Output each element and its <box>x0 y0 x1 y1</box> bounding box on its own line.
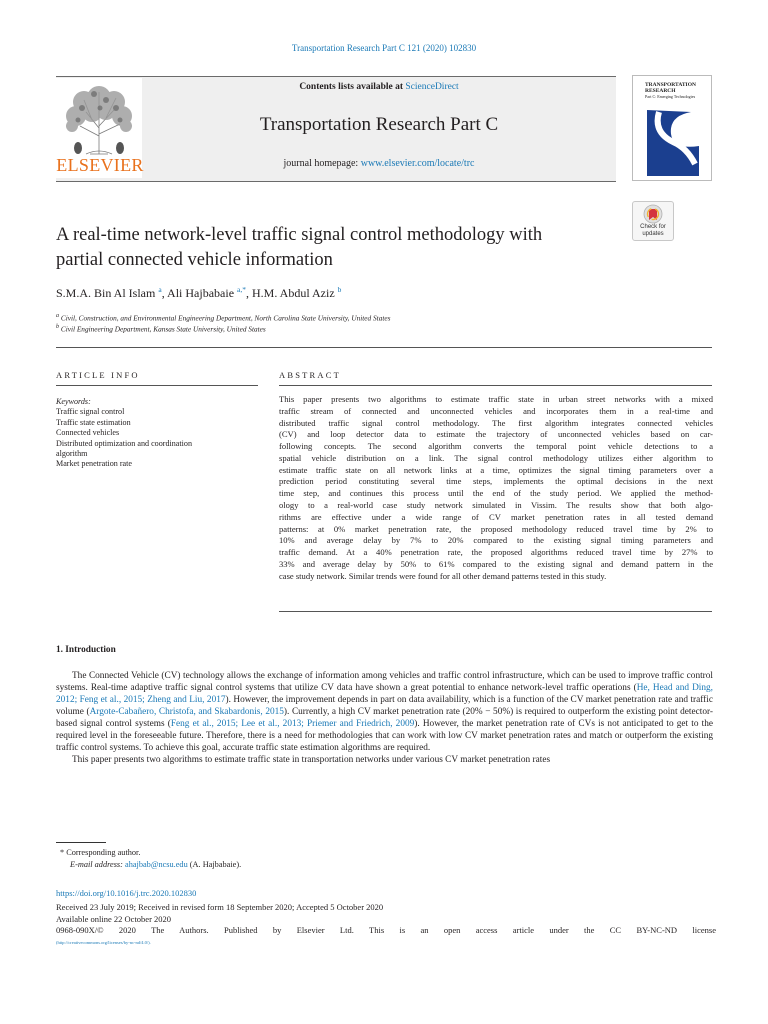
footnote: * Corresponding author. E-mail address: ahajbab@ncsu.edu (A. Hajbabaie). <box>60 848 242 869</box>
abstract-text <box>279 394 713 583</box>
abstract-line: ology to a real-world case study network simulated in Vissim. The results show that both algo- <box>279 500 713 511</box>
homepage-link[interactable]: www.elsevier.com/locate/trc <box>360 158 475 169</box>
keyword-item: algorithm <box>56 449 88 459</box>
available-date: Available online 22 October 2020 <box>56 913 172 924</box>
article-info-divider <box>56 385 258 386</box>
paper-title-line2: partial connected vehicle information <box>56 250 333 270</box>
sciencedirect-link[interactable]: ScienceDirect <box>405 82 459 92</box>
affiliation-a: $^a$ Civil, Construction, and Environmental Engineering Department, North Carolina State University, United States <box>56 313 391 323</box>
introduction-heading: 1. Introduction <box>56 645 116 655</box>
elsevier-wordmark: ELSEVIER <box>56 155 144 175</box>
cover-subtitle: Part C: Emerging Technologies <box>645 94 696 99</box>
journal-cover-image[interactable] <box>632 75 712 181</box>
abstract-line: rithms are effective under a wide range of CV market penetration rates in all tested demand <box>279 511 713 522</box>
journal-reference-link[interactable]: Transportation Research Part C 121 (2020) 102830 <box>291 43 477 53</box>
abstract-line: patterns: at 0% market penetration rate, the proposed methodology reduced travel time by 2% to <box>279 523 713 534</box>
citation-link[interactable]: Feng et al., 2015; Lee et al., 2013; Priemer and Friedrich, 2009 <box>170 719 415 730</box>
homepage-prefix: journal homepage: <box>283 158 361 169</box>
email-label: E-mail address: <box>70 859 123 869</box>
author-list: S.M.A. Bin Al Islam $^a$, Ali Hajbabaie $^{a,*}$, H.M. Abdul Aziz $^b$ <box>56 285 342 300</box>
abstract-line: traffic stream of connected and unconnected vehicles and incorporates them in a real-time and <box>279 405 713 416</box>
section-divider <box>56 347 712 348</box>
publication-history <box>56 902 716 937</box>
abstract-line: (CV) and loop detector data to estimate the trajectory of unconnected vehicles based on car- <box>279 429 713 440</box>
check-for-updates-button[interactable] <box>632 201 674 241</box>
abstract-line: 33% and average delay by 50% to 61% compared to the existing signal and demand pattern in the <box>279 558 713 569</box>
author-name: H.M. Abdul Aziz <box>252 286 335 300</box>
author-name: S.M.A. Bin Al Islam <box>56 286 156 300</box>
received-dates: Received 23 July 2019; Received in revised form 18 September 2020; Accepted 5 October 2020 <box>56 902 384 912</box>
check-updates-label: Check for updates <box>640 224 666 237</box>
keyword-item: Market penetration rate <box>56 459 132 469</box>
abstract-line: This paper presents two algorithms to estimate traffic state in urban street networks with a mixed <box>279 394 713 404</box>
cover-title-line2: RESEARCH <box>645 88 676 94</box>
abstract-bottom-divider <box>279 611 712 612</box>
author-affiliation-link[interactable]: b <box>337 285 342 294</box>
paper-title-line1: A real-time network-level traffic signal control methodology with <box>56 225 543 245</box>
abstract-line: time step, and continues this process until the end of the study period. We applied the method- <box>279 488 713 499</box>
check-updates-icon <box>633 203 673 225</box>
introduction-body <box>56 670 713 766</box>
elsevier-tree-icon <box>56 78 142 156</box>
affiliation-b: $^b$ Civil Engineering Department, Kansas State University, United States <box>56 324 266 334</box>
abstract-line: case study network. Similar trends were found for all other demand patterns tested in this study. <box>279 570 607 581</box>
journal-homepage <box>142 158 616 169</box>
contents-prefix: Contents lists available at <box>299 82 406 92</box>
license-statement: 0968-090X/© 2020 The Authors. Published by Elsevier Ltd. This is an open access article under the CC BY-NC-ND license <box>56 925 716 935</box>
abstract-line: traffic demand. At a 40% penetration rate, the proposed algorithms reduced travel time by 27% to <box>279 547 713 558</box>
email-link[interactable]: ahajbab@ncsu.edu <box>125 859 188 869</box>
citation-link[interactable]: He, Head and Ding, 2012; Feng et al., 2015; Zheng and Liu, 2017 <box>56 683 714 706</box>
abstract-line: following concepts. The second algorithm converts the temporal point vehicle detections to a <box>279 441 713 452</box>
abstract-line: prediction period constituting several time steps, implements the optimal decisions in the next <box>279 476 713 487</box>
author-name: Ali Hajbabaie <box>167 286 235 300</box>
citation-link[interactable]: Argote-Cabañero, Christofa, and Skabardonis, 2015 <box>89 707 284 718</box>
doi-link[interactable]: https://doi.org/10.1016/j.trc.2020.102830 <box>56 888 197 898</box>
paper-title <box>56 223 626 273</box>
keywords-list <box>56 397 261 470</box>
contents-availability <box>142 82 616 92</box>
abstract-line: distributed traffic signal control methodology. The first algorithm integrates connected vehicles <box>279 417 713 428</box>
keyword-item: Distributed optimization and coordination <box>56 438 192 448</box>
abstract-line: estimate traffic state on all network links at a time, optimizes the signal timing parameters over a <box>279 464 713 475</box>
keywords-label: Keywords: <box>56 397 91 406</box>
cover-title-line1: TRANSPORTATION <box>645 82 696 88</box>
keyword-item: Connected vehicles <box>56 428 120 438</box>
author-affiliation-link[interactable]: a,* <box>237 285 246 294</box>
article-info-heading: ARTICLE INFO <box>56 370 140 380</box>
abstract-heading: ABSTRACT <box>279 370 341 380</box>
footnote-divider <box>56 842 106 843</box>
abstract-line: 10% and average delay by 7% to 20% compared to the existing signal timing parameters and <box>279 535 713 546</box>
paragraph: The Connected Vehicle (CV) technology allows the exchange of information among vehicles and traffic control infrastructure, which can be used to improve traffic control systems. Real-time adaptive traffic signal control systems that utilize CV data have shown a great potential to enhance network-level traffic operations (He, Head and Ding, 2012; Feng et al., 2015; Zheng and Liu, 2017). However, the improvement depends in part on data availability, which is a function of the CV market penetration rate and traffic volume (Argote-Cabañero, Christofa, and Skabardonis, 2015). Currently, a high CV market penetration rate (20% − 50%) is required to outperform the existing point detector-based signal control systems (Feng et al., 2015; Lee et al., 2013; Priemer and Friedrich, 2009). However, the market penetration rate of CVs is not anticipated to get to the required level in the foreseeable future. Therefore, there is a need for methodologies that can work with low CV market penetration rates and match or outperform the existing traffic control systems. To achieve this goal, accurate traffic state estimation algorithms are required. <box>56 671 714 754</box>
cover-road-graphic <box>633 76 712 181</box>
keyword-item: Traffic signal control <box>56 407 125 417</box>
keyword-item: Traffic state estimation <box>56 417 131 427</box>
abstract-divider <box>279 385 712 386</box>
license-link[interactable]: (http://creativecommons.org/licenses/by-nc-nd/4.0/). <box>56 940 151 945</box>
corresponding-author-note: * Corresponding author. <box>60 848 141 857</box>
paragraph: This paper presents two algorithms to estimate traffic state in transportation networks under various CV market penetration rates <box>72 755 551 766</box>
author-affiliation-link[interactable]: a <box>158 285 162 294</box>
abstract-line: spatial vehicle distribution on a link. The signal control methodology utilizes either algorithm to <box>279 452 713 463</box>
journal-title: Transportation Research Part C <box>259 114 499 135</box>
